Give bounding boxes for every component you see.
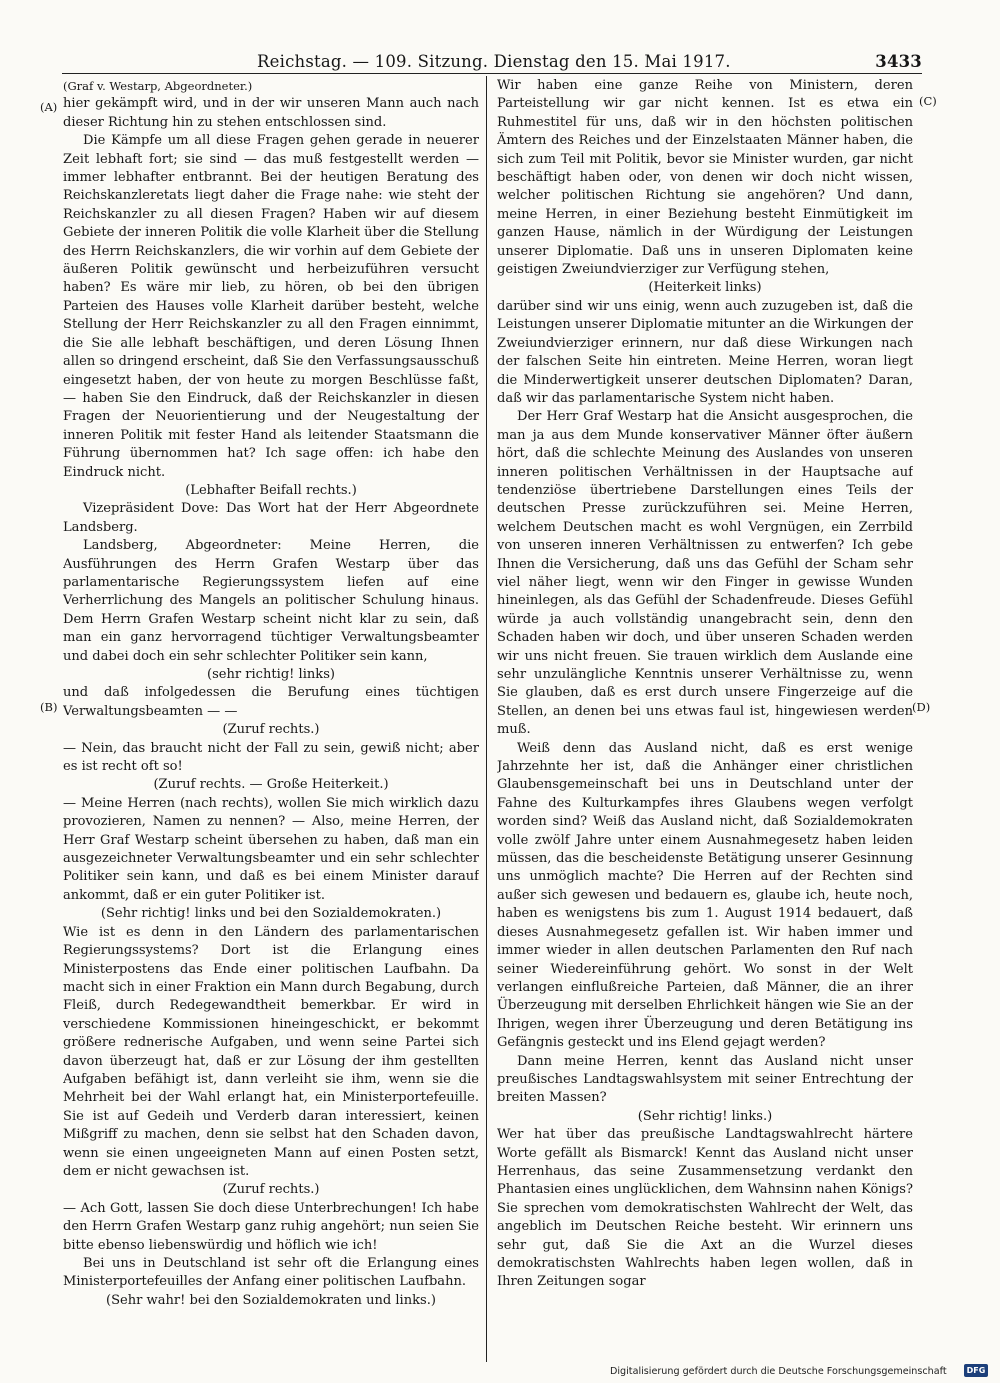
- paragraph: Wer hat über das preußische Landtagswahlrecht härtere Worte gefällt als Bismarck! Kennt das Ausland nicht unser Herrenhaus, das seine Zusammensetzung verdankt den Phantasien eines unglücklichen, dem Wahnsinn nahen Königs? Sie sprechen vom demokratischsten Wahlrecht der Welt, das angeblich im Deutschen Reiche besteht. Wir erinnern uns sehr gut, daß Sie die Axt an die Wurzel dieses demokratischsten Wahlrechts haben legen wollen, daß in Ihren Zeitungen sogar: [497, 1127, 913, 1290]
- running-header: [62, 50, 922, 72]
- paragraph: Der Herr Graf Westarp hat die Ansicht ausgesprochen, die man ja aus dem Munde konservativer Männer öfter äußern hört, daß die schlechte Meinung des Auslandes von unseren inneren politischen Verhältnissen in der Hauptsache auf tendenziöse übertriebene Darstellungen eines Teils der deutschen Presse zurückzuführen sei. Meine Herren, welchem Deutschen macht es wohl Vergnügen, ein Zerrbild von unseren inneren Verhältnissen zu entwerfen? Ich gebe Ihnen die Versicherung, daß uns das Gefühl der Scham sehr viel näher liegt, wenn wir den Finger in gewisse Wunden hineinlegen, als das Gefühl der Schadenfreude. Dieses Gefühl würde ja auch vollständig unangebracht sein, denn den Schaden haben wir doch, und über unseren Schaden werden wir uns nicht freuen. Sie trauen wirklich dem Auslande eine sehr unzulängliche Kenntnis unserer Verhältnisse zu, wenn Sie glauben, daß es erst durch unsere Fingerzeige auf die Stellen, an denen bei uns etwas faul ist, hingewiesen werden muß.: [497, 409, 913, 738]
- paragraph: Die Kämpfe um all diese Fragen gehen gerade in neuerer Zeit lebhaft fort; sie sind — das muß festgestellt werden — immer lebhafter entbrannt. Bei der heutigen Beratung des Reichskanzleretats liegt daher die Frage nahe: wie steht der Reichskanzler zu all diesen Fragen? Haben wir auf diesem Gebiete der inneren Politik die volle Klarheit über die Stellung des Herrn Reichskanzlers, die wir vorhin auf dem Gebiete der äußeren Politik gewünscht und herbeizuführen versucht haben? Es wäre mir lieb, zu hören, ob bei den übrigen Parteien des Hauses volle Klarheit darüber besteht, welche Stellung der Herr Reichskanzler zu all den Fragen einnimmt, die Sie alle lebhaft beschäftigen, und deren Lösung Ihnen allen so dringend erscheint, daß Sie den Verfassungsausschuß eingesetzt haben, der von heute zu morgen Beschlüsse faßt, — haben Sie den Eindruck, daß der Reichskanzler in diesen Fragen der Neuorientierung und der Neugestaltung der inneren Politik mit fester Hand als leitender Staatsmann die Führung übernommen hat? Ich sage offen: ich habe den Eindruck nicht.: [63, 133, 479, 480]
- interjection: (sehr richtig! links): [206, 667, 335, 682]
- margin-marker-b: (B): [40, 700, 58, 714]
- margin-marker-d: (D): [912, 700, 931, 714]
- margin-marker-a: (A): [40, 100, 58, 114]
- paragraph: — Nein, das braucht nicht der Fall zu sein, gewiß nicht; aber es ist recht oft so!: [63, 740, 479, 775]
- interjection: (Zuruf rechts.): [222, 722, 320, 738]
- left-column: [63, 77, 479, 1363]
- paragraph: hier gekämpft wird, und in der wir unseren Mann auch nach dieser Richtung hin zu stehen entschlossen sind.: [63, 96, 479, 130]
- footer: [610, 1364, 990, 1380]
- paragraph: Wie ist es denn in den Ländern des parlamentarischen Regierungssystems? Dort ist die Erlangung eines Ministerpostens das Ende einer politischen Laufbahn. Da macht sich in einer Fraktion ein Mann durch Begabung, durch Fleiß, durch Redegewandtheit bemerkbar. Er wird in verschiedene Kommissionen hineingeschickt, er bekommt größere rednerische Aufgaben, und wenn seine Partei sich davon überzeugt hat, daß er zur Lösung der ihm gestellten Aufgaben befähigt ist, dann verleiht sie ihm, wenn sie die Mehrheit bei der Wahl erlangt hat, ein Ministerportefeuille. Sie ist auf Gedeih und Verderb daran interessiert, keinen Mißgriff zu machen, denn sie selbst hat den Schaden davon, wenn sie einen ungeeigneten Mann auf einen Posten setzt, dem er nicht gewachsen ist.: [63, 924, 479, 1179]
- paragraph: Bei uns in Deutschland ist sehr oft die Erlangung eines Ministerportefeuilles der Anfang einer politischen Laufbahn.: [63, 1256, 479, 1290]
- paragraph: Weiß denn das Ausland nicht, daß es erst wenige Jahrzehnte her ist, daß die Anhänger einer christlichen Glaubensgemeinschaft bei uns in Deutschland unter der Fahne des Kulturkampfes ihres Glaubens wegen verfolgt worden sind? Weiß das Ausland nicht, daß Sozialdemokraten volle zwölf Jahre unter einem Ausnahmegesetz haben leiden müssen, das die bescheidenste Betätigung unserer Gesinnung uns unmöglich machte? Die Herren auf der Rechten sind außer sich gewesen und bedauern es, glaube ich, heute noch, haben es wenigstens bis zum 1. August 1914 bedauert, daß dieses Ausnahmegesetz gefallen ist. Wir haben immer und immer wieder in allen deutschen Parlamenten den Ruf nach seiner Wiedereinführung gehört. Wo sonst in der Welt verlangen einflußreiche Parteien, daß Männer, die an ihrer Überzeugung mit derselben Ehrlichkeit hängen wie Sie an der Ihrigen, wegen ihrer Überzeugung und deren Betätigung ins Gefängnis gesteckt und ins Elend gejagt werden?: [497, 740, 913, 1051]
- paragraph: und daß infolgedessen die Berufung eines tüchtigen Verwaltungsbeamten — —: [63, 685, 479, 719]
- margin-marker-c: (C): [919, 94, 937, 108]
- right-column: [497, 77, 913, 1363]
- paragraph: Landsberg, Abgeordneter: Meine Herren, die Ausführungen des Herrn Grafen Westarp über das parlamentarische Regierungssystem liefen auf eine Verherrlichung des Mangels an politischer Schulung hinaus. Dem Herrn Grafen Westarp scheint nicht klar zu sein, daß man ein ganz hervorragend tüchtiger Verwaltungsbeamter und dabei doch ein sehr schlechter Politiker sein kann,: [63, 538, 479, 664]
- paragraph: — Ach Gott, lassen Sie doch diese Unterbrechungen! Ich habe den Herrn Grafen Westarp ganz ruhig angehört; nun seien Sie bitte ebenso liebenswürdig und höflich wie ich!: [63, 1200, 479, 1253]
- paragraph: Vizepräsident Dove: Das Wort hat der Herr Abgeordnete Landsberg.: [63, 501, 479, 535]
- header-rule: [62, 73, 922, 74]
- interjection: (Sehr richtig! links und bei den Sozialdemokraten.): [100, 906, 442, 922]
- page-number: 3433: [875, 52, 922, 71]
- paragraph: darüber sind wir uns einig, wenn auch zuzugeben ist, daß die Leistungen unserer Diplomatie mitunter an die Wirkungen der Zweiundvierziger erinnern, nur daß diese Wirkungen nach der falschen Seite hin eintreten. Meine Herren, woran liegt die Minderwertigkeit unserer deutschen Diplomaten? Daran, daß wir das parlamentarische System nicht haben.: [497, 298, 913, 406]
- interjection: (Lebhafter Beifall rechts.): [185, 482, 357, 498]
- paragraph: Wir haben eine ganze Reihe von Ministern, deren Parteistellung wir gar nicht kennen. Ist es etwa ein Ruhmestitel für uns, daß wir in den höchsten politischen Ämtern des Reiches und der Einzelstaaten Männer haben, die sich zum Teil mit Politik, bevor sie Minister wurden, gar nicht beschäftigt haben oder, von denen wir doch nicht wissen, welcher politischen Richtung sie angehören? Und dann, meine Herren, in einer Beziehung besteht Einmütigkeit im ganzen Hause, nämlich in der Würdigung der Leistungen unserer Diplomatie. Daß uns in unseren Diplomaten keine geistigen Zweiundvierziger zur Verfügung stehen,: [497, 78, 913, 278]
- paragraph: — Meine Herren (nach rechts), wollen Sie mich wirklich dazu provozieren, Namen zu nennen? — Also, meine Herren, der Herr Graf Westarp scheint übersehen zu haben, daß man ein ausgezeichneter Verwaltungsbeamter und ein sehr schlechter Politiker sein kann, und daß es bei einem Minister darauf ankommt, daß er ein guter Politiker ist.: [63, 795, 479, 903]
- footer-credit: Digitalisierung gefördert durch die Deutsche Forschungsgemeinschaft: [610, 1366, 947, 1377]
- column-divider: [486, 76, 487, 1362]
- running-title: Reichstag. — 109. Sitzung. Dienstag den 15. Mai 1917.: [257, 52, 731, 71]
- paragraph: Dann meine Herren, kennt das Ausland nicht unser preußisches Landtagswahlsystem mit seiner Entrechtung der breiten Massen?: [497, 1053, 913, 1106]
- interjection: (Heiterkeit links): [648, 280, 762, 296]
- dfg-logo-icon: DFG: [964, 1364, 988, 1377]
- interjection: (Sehr wahr! bei den Sozialdemokraten und links.): [106, 1292, 436, 1308]
- interjection: (Sehr richtig! links.): [637, 1108, 773, 1124]
- speaker-note: (Graf v. Westarp, Abgeordneter.): [63, 79, 253, 93]
- interjection: (Zuruf rechts. — Große Heiterkeit.): [153, 777, 389, 793]
- interjection: (Zuruf rechts.): [222, 1182, 320, 1198]
